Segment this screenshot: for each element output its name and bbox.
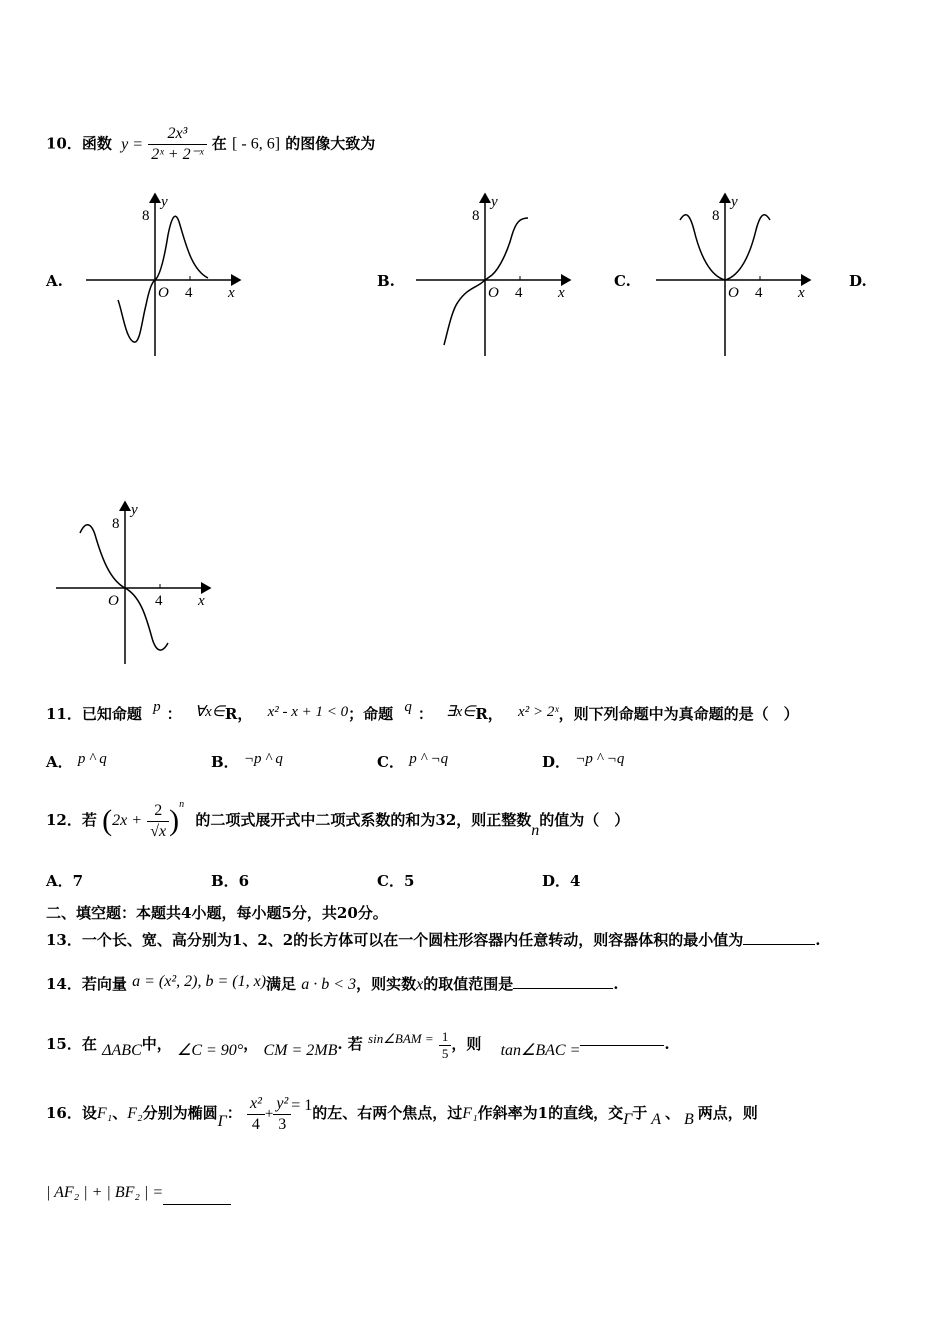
origin-label: O [108,593,119,609]
q11-option-d: D． ¬p ^ ¬q [542,751,625,771]
answer-blank[interactable] [513,972,613,989]
y-axis-label: y [731,194,738,210]
option-b-label: B. [377,272,395,290]
graph-c [652,190,817,360]
question-15: 15．在 ΔABC中， ∠C = 90°， CM = 2MB. 若 sin∠BAM = $\frac{1}{5}$ ，则 tan∠BAC = . [46,1028,670,1061]
question-number: 16． [46,1104,82,1122]
question-16-expression: | AF₂ | + | BF₂ | = [46,1180,231,1204]
tick-x: 4 [155,593,163,609]
question-14: 14．若向量 a = (x², 2), b = (1, x)满足 a · b < 3，则实数x的取值范围是 . [46,973,619,993]
question-12: 12．若 (2x + $\frac{2}{√x}$ )$^n$ 的二项式展开式中二项式系数的和为32，则正整数n的值为（ ） [46,799,630,840]
q12-option-b: B．6 [211,872,250,890]
tick-x: 4 [515,285,523,301]
tick-y: 8 [112,516,120,532]
formula-fraction: $\frac{\text{2x³}}{\text{2ˣ + 2⁻ˣ}}$ [148,124,206,165]
x-axis-label: x [798,285,805,301]
answer-blank[interactable] [743,928,815,945]
q12-option-d: D．4 [542,872,581,890]
y-axis-label: y [131,502,138,518]
q12-option-a: A．7 [46,872,84,890]
y-axis-label: y [161,194,168,210]
x-axis-label: x [198,593,205,609]
graph-b [412,190,577,360]
question-number: 10． [46,134,82,153]
option-a-label: A. [46,272,63,290]
answer-blank[interactable] [580,1029,664,1046]
y-axis-label: y [491,194,498,210]
question-16: 16．设F₁、F₂分别为椭圆Γ： $\frac{\text{x²}}{4}$ + $\frac{\text{y²}}{3}$ = 1的左、右两个焦点，过F₁作斜率为1的直线，交Γ于 A 、 B 两点，则 [46,1094,758,1133]
origin-label: O [488,285,499,301]
question-13: 13．一个长、宽、高分别为1、2、2的长方体可以在一个圆柱形容器内任意转动，则容器体积的最小值为 . [46,928,820,951]
question-10: 10．函数 y = $\frac{\text{2x³}}{\text{2ˣ + 2⁻ˣ}}$ 在 [ - 6, 6] 的图像大致为 [46,125,376,163]
tick-y: 8 [142,208,150,224]
x-axis-label: x [228,285,235,301]
question-11: 11．已知命题 p ： ∀x∈R， x² - x + 1 < 0；命题 q ： ∃x∈R， x² > 2ˣ，则下列命题中为真命题的是（ ） [46,699,799,723]
x-axis-label: x [558,285,565,301]
graph-a [82,190,247,360]
q11-option-a: A． p ^ q [46,751,107,771]
interval: [ - 6, 6] [232,135,281,153]
origin-label: O [158,285,169,301]
tick-y: 8 [472,208,480,224]
option-c-label: C. [614,272,631,290]
tick-y: 8 [712,208,720,224]
option-d-label: D. [849,272,867,290]
question-number: 13． [46,931,82,949]
answer-blank[interactable] [163,1188,231,1205]
tick-x: 4 [185,285,193,301]
q12-option-c: C．5 [377,872,415,890]
section-2-header: 二、填空题：本题共4小题，每小题5分，共20分。 [46,904,388,922]
q11-option-b: B． ¬p ^ q [211,751,283,771]
question-number: 15． [46,1035,82,1053]
tick-x: 4 [755,285,763,301]
formula-lhs: y = [121,135,144,153]
graph-d [52,498,217,668]
question-number: 11． [46,705,82,723]
q11-option-c: C． p ^ ¬q [377,751,449,771]
origin-label: O [728,285,739,301]
question-number: 14． [46,975,82,993]
question-number: 12． [46,811,82,829]
